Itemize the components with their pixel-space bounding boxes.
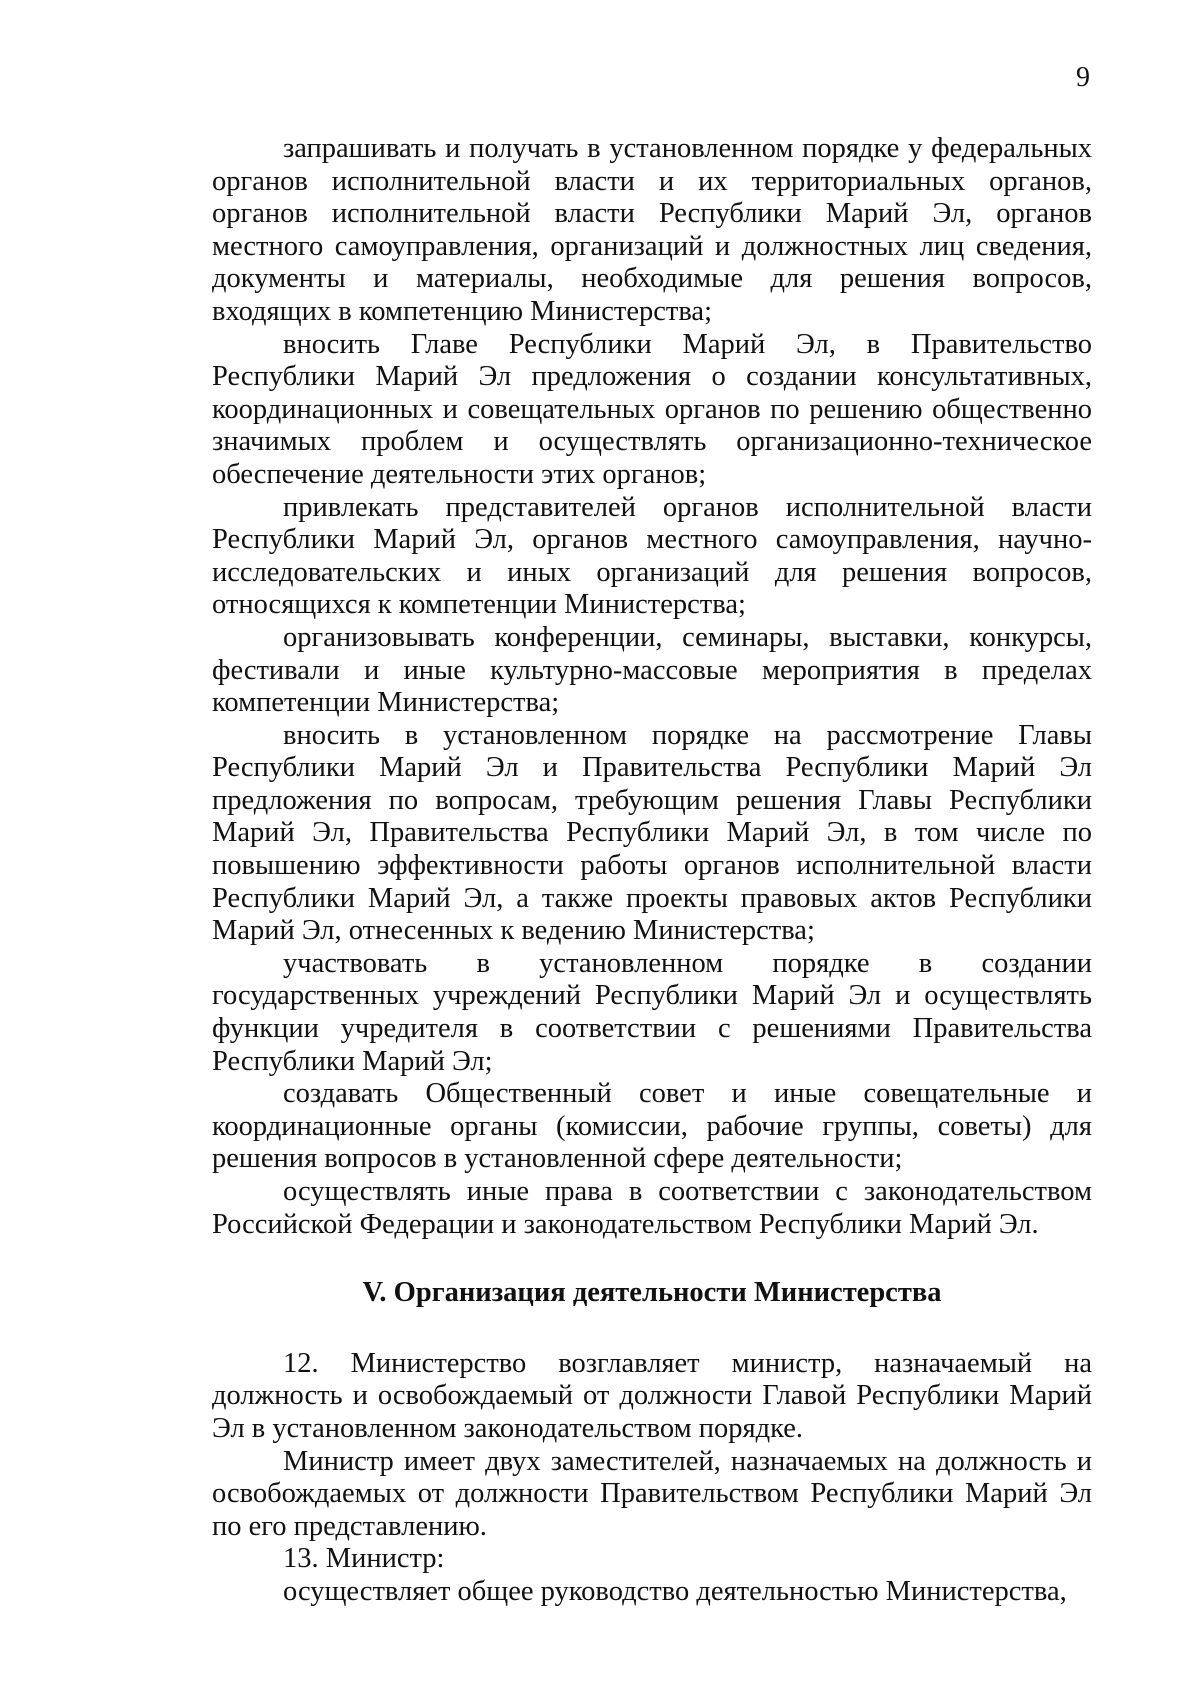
paragraph-general-management: осуществляет общее руководство деятельностью Министерства,: [283, 1575, 1067, 1607]
paragraph-request-info: запрашивать и получать в установленном порядке у федеральных органов исполнительной власти и их территориальных органов, органов исполнительной власти Республики Марий Эл, органов местного самоуправления, организаций и должностных лиц сведения, документы и материалы, необходимые для решения вопросов, входящих в компетенцию Министерства;: [212, 133, 1092, 327]
paragraph-create-council: создавать Общественный совет и иные совещательные и координационные органы (комиссии, рабочие группы, советы) для решения вопросов в установленной сфере деятельности;: [212, 1078, 1092, 1175]
paragraph-item-13: 13. Министр:: [283, 1543, 445, 1575]
paragraph-item-12: 12. Министерство возглавляет министр, назначаемый на должность и освобождаемый от должности Главой Республики Марий Эл в установленном законодательством порядке.: [212, 1347, 1092, 1444]
paragraph-organize-events: организовывать конференции, семинары, выставки, конкурсы, фестивали и иные культурно-массовые мероприятия в пределах компетенции Министерства;: [212, 621, 1092, 719]
section-heading: V. Организация деятельности Министерства: [362, 1277, 942, 1309]
paragraph-involve-representatives: привлекать представителей органов исполнительной власти Республики Марий Эл, органов местного самоуправления, научно-исследовательских и иных организаций для решения вопросов, относящихся к компетенции Министерства;: [212, 491, 1092, 621]
paragraph-submit-for-consideration: вносить в установленном порядке на рассмотрение Главы Республики Марий Эл и Правительства Республики Марий Эл предложения по вопросам, требующим решения Главы Республики Марий Эл, Правительства Республики Марий Эл, в том числе по повышению эффективности работы органов исполнительной власти Республики Марий Эл, а также проекты правовых актов Республики Марий Эл, отнесенных к ведению Министерства;: [212, 719, 1092, 947]
paragraph-participate-institutions: участвовать в установленном порядке в создании государственных учреждений Республики Марий Эл и осуществлять функции учредителя в соответствии с решениями Правительства Республики Марий Эл;: [212, 947, 1092, 1077]
page-number: 9: [1076, 62, 1090, 93]
document-body: [212, 133, 1092, 1609]
paragraph-submit-proposals: вносить Главе Республики Марий Эл, в Правительство Республики Марий Эл предложения о создании консультативных, координационных и совещательных органов по решению общественно значимых проблем и осуществлять организационно-техническое обеспечение деятельности этих органов;: [212, 328, 1092, 490]
paragraph-other-rights: осуществлять иные права в соответствии с законодательством Российской Федерации и законодательством Республики Марий Эл.: [212, 1176, 1092, 1240]
paragraph-deputies: Министр имеет двух заместителей, назначаемых на должность и освобождаемых от должности Правительством Республики Марий Эл по его представлению.: [212, 1445, 1092, 1542]
